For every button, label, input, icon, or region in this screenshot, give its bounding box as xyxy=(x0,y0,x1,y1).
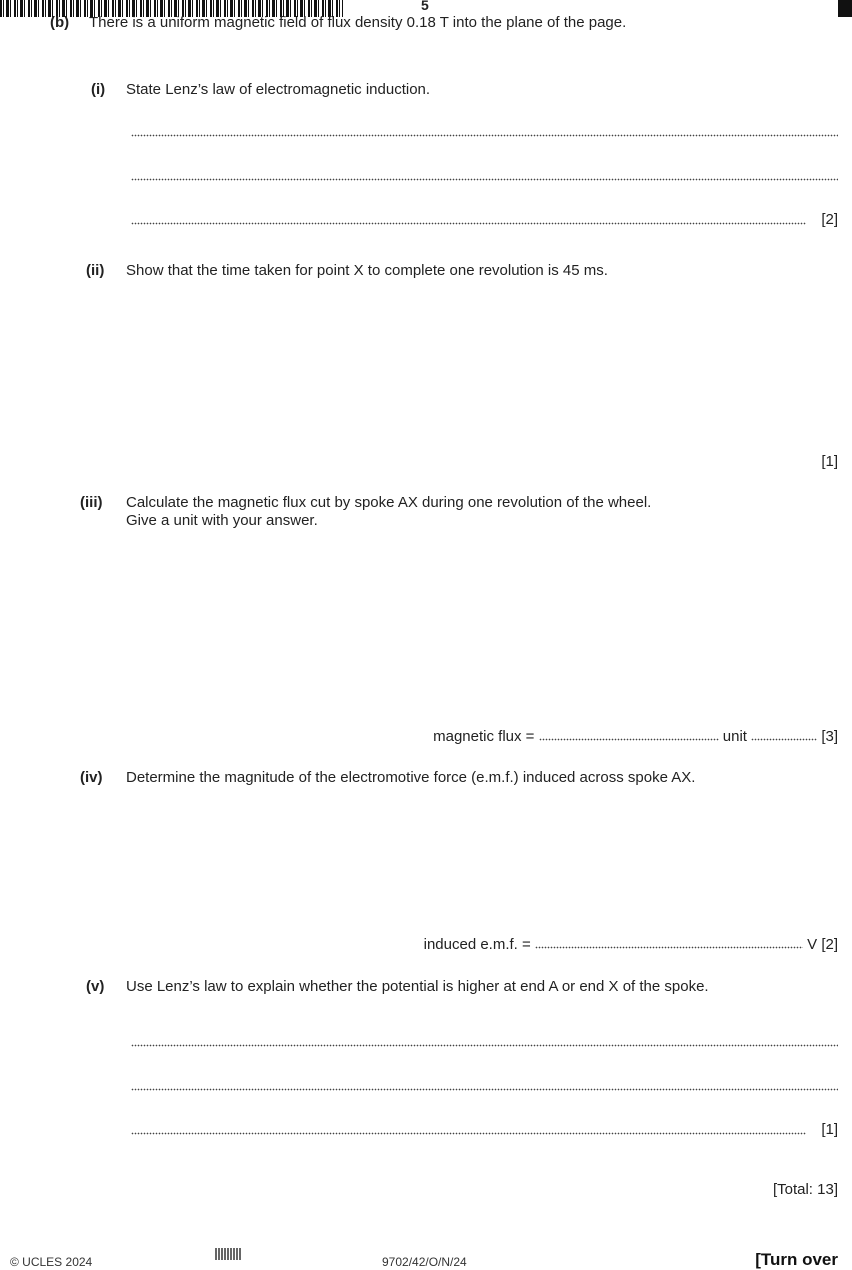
q-iii-marks: [3] xyxy=(821,728,838,745)
answer-line[interactable] xyxy=(131,1044,838,1047)
total-marks: [Total: 13] xyxy=(772,1181,838,1198)
paper-code: 9702/42/O/N/24 xyxy=(382,1255,467,1269)
q-iv-answer-row xyxy=(424,936,838,953)
q-i-marks: [2] xyxy=(821,211,838,228)
answer-line[interactable] xyxy=(131,1132,806,1135)
q-v-text: Use Lenz’s law to explain whether the potential is higher at end A or end X of the spoke. xyxy=(126,978,709,995)
answer-line[interactable] xyxy=(131,222,806,225)
q-iii-label: (iii) xyxy=(80,494,103,511)
q-iv-marks: [2] xyxy=(821,936,838,953)
answer-line[interactable] xyxy=(131,1088,838,1091)
qr-code xyxy=(215,1248,241,1260)
q-i-text: State Lenz’s law of electromagnetic induction. xyxy=(126,81,431,98)
magnetic-flux-label: magnetic flux = xyxy=(433,728,535,745)
q-ii-text: Show that the time taken for point X to complete one revolution is 45 ms. xyxy=(126,262,608,279)
q-iii-line2: Give a unit with your answer. xyxy=(126,512,318,529)
q-i-label: (i) xyxy=(91,81,106,98)
answer-line[interactable] xyxy=(131,134,838,137)
q-iii-answer-row xyxy=(433,728,838,745)
answer-line[interactable] xyxy=(131,178,838,181)
part-b-label: (b) xyxy=(50,14,70,31)
q-iii-line1: Calculate the magnetic flux cut by spoke AX during one revolution of the wheel. xyxy=(126,494,652,511)
unit-answer-line[interactable] xyxy=(751,738,817,741)
turn-over: [Turn over xyxy=(755,1250,838,1269)
q-iv-text: Determine the magnitude of the electromotive force (e.m.f.) induced across spoke AX. xyxy=(126,769,696,786)
q-v-label: (v) xyxy=(86,978,105,995)
induced-emf-label: induced e.m.f. = xyxy=(423,936,531,953)
q-ii-label: (ii) xyxy=(86,262,105,279)
unit-label: unit xyxy=(722,728,747,745)
page-number: 5 xyxy=(421,0,429,13)
q-ii-marks: [1] xyxy=(821,453,838,470)
copyright: © UCLES 2024 xyxy=(10,1255,93,1269)
corner-mark xyxy=(838,0,852,17)
magnetic-flux-answer-line[interactable] xyxy=(539,738,719,741)
induced-emf-answer-line[interactable] xyxy=(535,946,803,949)
q-iv-label: (iv) xyxy=(80,769,103,786)
part-b-text: There is a uniform magnetic field of flux density 0.18 T into the plane of the page. xyxy=(89,14,627,31)
emf-unit: V xyxy=(807,936,818,953)
q-v-marks: [1] xyxy=(821,1121,838,1138)
